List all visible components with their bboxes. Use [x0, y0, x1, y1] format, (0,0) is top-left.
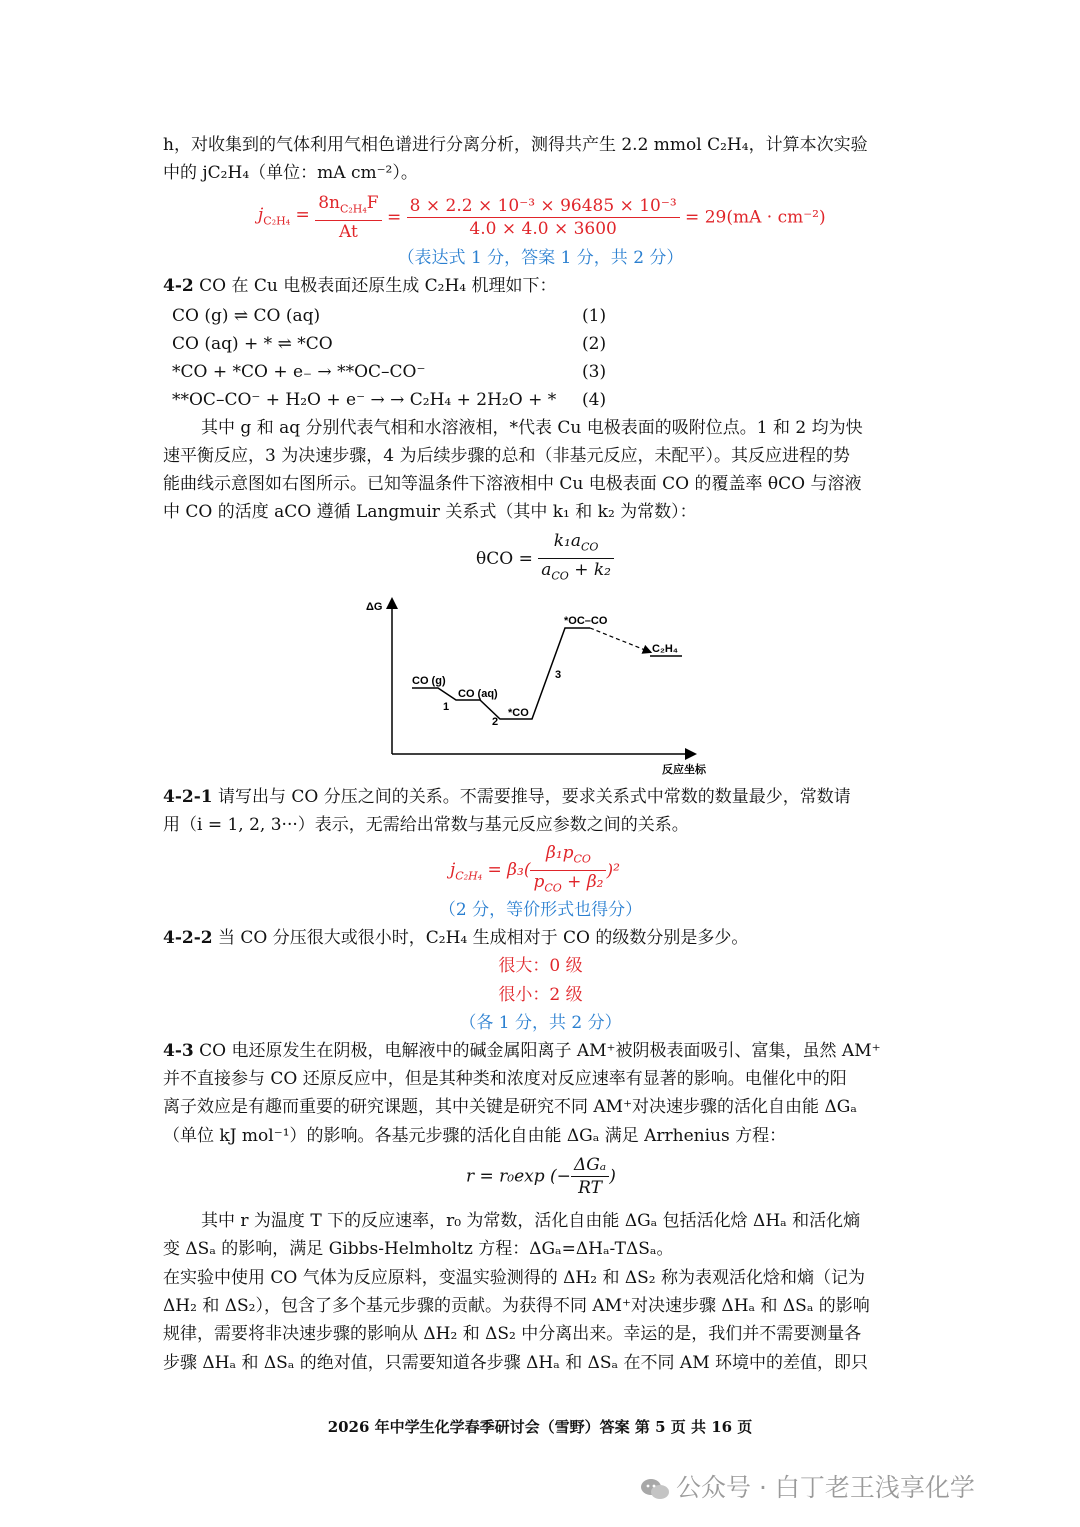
score-note: （各 1 分，共 2 分） — [459, 1013, 622, 1033]
frac-num-sub: C₂H₄ — [339, 202, 367, 216]
arr-num: ΔGₐ — [571, 1154, 609, 1177]
ans-den-sub: CO — [544, 881, 562, 895]
question-4-2-1 — [163, 783, 918, 811]
langmuir-equation — [476, 530, 614, 588]
mechanism-step — [172, 330, 612, 358]
step-label: 2 — [492, 716, 499, 728]
wechat-icon — [640, 1477, 670, 1501]
para-line: 中的 jC₂H₄（单位：mA cm⁻²）。 — [163, 163, 418, 183]
energy-profile-diagram — [360, 590, 730, 780]
ans-eq: = β₃( — [482, 859, 531, 880]
para-line: 速平衡反应，3 为决速步骤，4 为后续步骤的总和（非基元反应，未配平）。其反应进程的势 — [163, 446, 850, 466]
answer-4-2-1-equation — [450, 842, 620, 900]
section-intro: CO 在 Cu 电极表面还原生成 C₂H₄ 机理如下： — [193, 276, 557, 296]
section-label: 4-2 — [163, 276, 194, 296]
level-label: CO (g) — [412, 675, 446, 687]
question-label: 4-2-2 — [163, 928, 213, 948]
para-line: 用（i = 1, 2, 3···）表示，无需给出常数与基元反应参数之间的关系。 — [163, 815, 689, 835]
section-text: CO 电还原发生在阴极，电解液中的碱金属阳离子 AM⁺被阴极表面吸引、富集，虽然 AM⁺ — [193, 1041, 881, 1061]
level-label: *CO — [508, 707, 529, 719]
arr-den: RT — [578, 1178, 602, 1198]
level-label: C₂H₄ — [652, 643, 679, 655]
reaction-num: (1) — [582, 306, 607, 326]
answer-line: 很大：0 级 — [498, 956, 583, 976]
question-text: 当 CO 分压很大或很小时，C₂H₄ 生成相对于 CO 的级数分别是多少。 — [212, 928, 749, 948]
reaction-eq: **OC–CO⁻ + H₂O + e⁻ → → C₂H₄ + 2H₂O + * — [172, 390, 557, 410]
mechanism-step — [172, 358, 612, 386]
eq-result: = 29(mA · cm⁻²) — [685, 207, 826, 228]
reaction-eq: CO (aq) + * ⇌ *CO — [172, 334, 333, 354]
reaction-num: (3) — [582, 362, 607, 382]
mechanism-step — [172, 302, 612, 330]
ans-close: )² — [606, 860, 620, 881]
frac-num-end: F — [366, 193, 379, 213]
section-label: 4-3 — [163, 1041, 194, 1061]
answer-line: 很小：2 级 — [498, 985, 583, 1005]
para-line: 离子效应是有趣而重要的研究课题，其中关键是研究不同 AM⁺对决速步骤的活化自由能 ΔGₐ — [163, 1097, 857, 1117]
watermark-text: 公众号 · 白丁老王浅享化学 — [676, 1473, 975, 1502]
frac-den: At — [338, 222, 358, 243]
level-label: *OC–CO — [564, 615, 608, 627]
para-line: 中 CO 的活度 aCO 遵循 Langmuir 关系式（其中 k₁ 和 k₂ 为常数）： — [163, 502, 697, 522]
ans-num: β₁p — [545, 843, 574, 863]
dashed-arrow — [590, 628, 650, 652]
langmuir-num-sub: CO — [581, 540, 599, 554]
langmuir-den: a — [541, 560, 552, 581]
langmuir-num: k₁a — [553, 531, 582, 551]
arr-lhs: r = r₀exp (− — [466, 1166, 571, 1187]
para-line: 其中 g 和 aq 分别代表气相和水溶液相，*代表 Cu 电极表面的吸附位点。1 和 2 均为快 — [201, 418, 863, 438]
para-line: h，对收集到的气体利用气相色谱进行分离分析，测得共产生 2.2 mmol C₂H₄，计算本次实验 — [163, 135, 868, 155]
para-line: 并不直接参与 CO 还原反应中，但是其种类和浓度对反应速率有显著的影响。电催化中的阳 — [163, 1069, 847, 1089]
para-line: （单位 kJ mol⁻¹）的影响。各基元步骤的活化自由能 ΔGₐ 满足 Arrhenius 方程： — [163, 1126, 787, 1146]
score-note: （2 分，等价形式也得分） — [438, 900, 643, 920]
x-axis-label: 反应坐标 — [662, 764, 706, 776]
page-footer: 2026 年中学生化学春季研讨会（雪野）答案 第 5 页 共 16 页 — [327, 1418, 753, 1436]
question-4-2-2 — [163, 924, 918, 952]
eq-lhs-sub: C₂H₄ — [263, 213, 291, 227]
current-density-equation: $j_{C_2H_4}$ = $\frac{8n_{C_2H_4}F}{At}$ = $\frac{\text{8 × 2.2 × 10⁻³ × 96485 × 10⁻³}}{4.0 \times 4.0 \times 3600}$ = 29(mA · cm⁻²) — [258, 193, 826, 243]
mechanism-step — [172, 386, 612, 414]
ans-lhs: j — [450, 859, 456, 880]
eq-lhs: j — [258, 204, 264, 225]
para-line: ΔH₂ 和 ΔS₂），包含了多个基元步骤的贡献。为获得不同 AM⁺对决速步骤 ΔHₐ 和 ΔSₐ 的影响 — [163, 1296, 870, 1316]
reaction-eq: CO (g) ⇌ CO (aq) — [172, 306, 321, 326]
reaction-num: (4) — [582, 390, 607, 410]
langmuir-lhs: θCO = — [476, 548, 533, 569]
ans-lhs-sub: C₂H₄ — [455, 869, 483, 883]
para-line: 在实验中使用 CO 气体为反应原料，变温实验测得的 ΔH₂ 和 ΔS₂ 称为表观活化焓和熵（记为 — [163, 1268, 866, 1288]
watermark — [640, 1468, 975, 1504]
reaction-eq: *CO + *CO + e₋ → **OC–CO⁻ — [172, 362, 426, 382]
section-4-2-heading — [163, 272, 918, 300]
arr-close: ) — [609, 1166, 616, 1187]
question-label: 4-2-1 — [163, 787, 213, 807]
arrhenius-equation — [466, 1154, 616, 1199]
y-axis-label: ΔG — [366, 601, 383, 613]
ans-den: p — [533, 872, 545, 893]
para-line: 规律，需要将非决速步骤的影响从 ΔH₂ 和 ΔS₂ 中分离出来。幸运的是，我们并不需要测量各 — [163, 1324, 862, 1344]
ans-num-sub: CO — [573, 852, 591, 866]
level-label: CO (aq) — [458, 688, 498, 700]
para-line: 其中 r 为温度 T 下的反应速率，r₀ 为常数，活化自由能 ΔGₐ 包括活化焓 ΔHₐ 和活化熵 — [201, 1211, 861, 1231]
frac-den-2: 4.0 × 4.0 × 3600 — [469, 219, 617, 240]
energy-path — [412, 628, 590, 719]
score-note: （表达式 1 分，答案 1 分，共 2 分） — [397, 248, 684, 268]
langmuir-den-end: + k₂ — [568, 560, 611, 581]
step-label: 1 — [443, 701, 450, 713]
para-line: 步骤 ΔHₐ 和 ΔSₐ 的绝对值，只需要知道各步骤 ΔHₐ 和 ΔSₐ 在不同 AM 环境中的差值，即只 — [163, 1353, 869, 1373]
ans-den-end: + β₂ — [561, 872, 604, 893]
para-line: 能曲线示意图如右图所示。已知等温条件下溶液相中 Cu 电极表面 CO 的覆盖率 θCO 与溶液 — [163, 474, 862, 494]
reaction-num: (2) — [582, 334, 607, 354]
question-text: 请写出与 CO 分压之间的关系。不需要推导，要求关系式中常数的数量最少，常数请 — [212, 787, 851, 807]
para-line: 变 ΔSₐ 的影响，满足 Gibbs-Helmholtz 方程：ΔGₐ=ΔHₐ-TΔSₐ。 — [163, 1239, 674, 1259]
frac-num: 8n — [318, 193, 340, 213]
step-label: 3 — [555, 669, 562, 681]
frac-num-2: 8 × 2.2 × 10⁻³ × 96485 × 10⁻³ — [407, 195, 680, 218]
langmuir-den-sub: CO — [551, 569, 569, 583]
section-4-3-heading — [163, 1037, 918, 1065]
